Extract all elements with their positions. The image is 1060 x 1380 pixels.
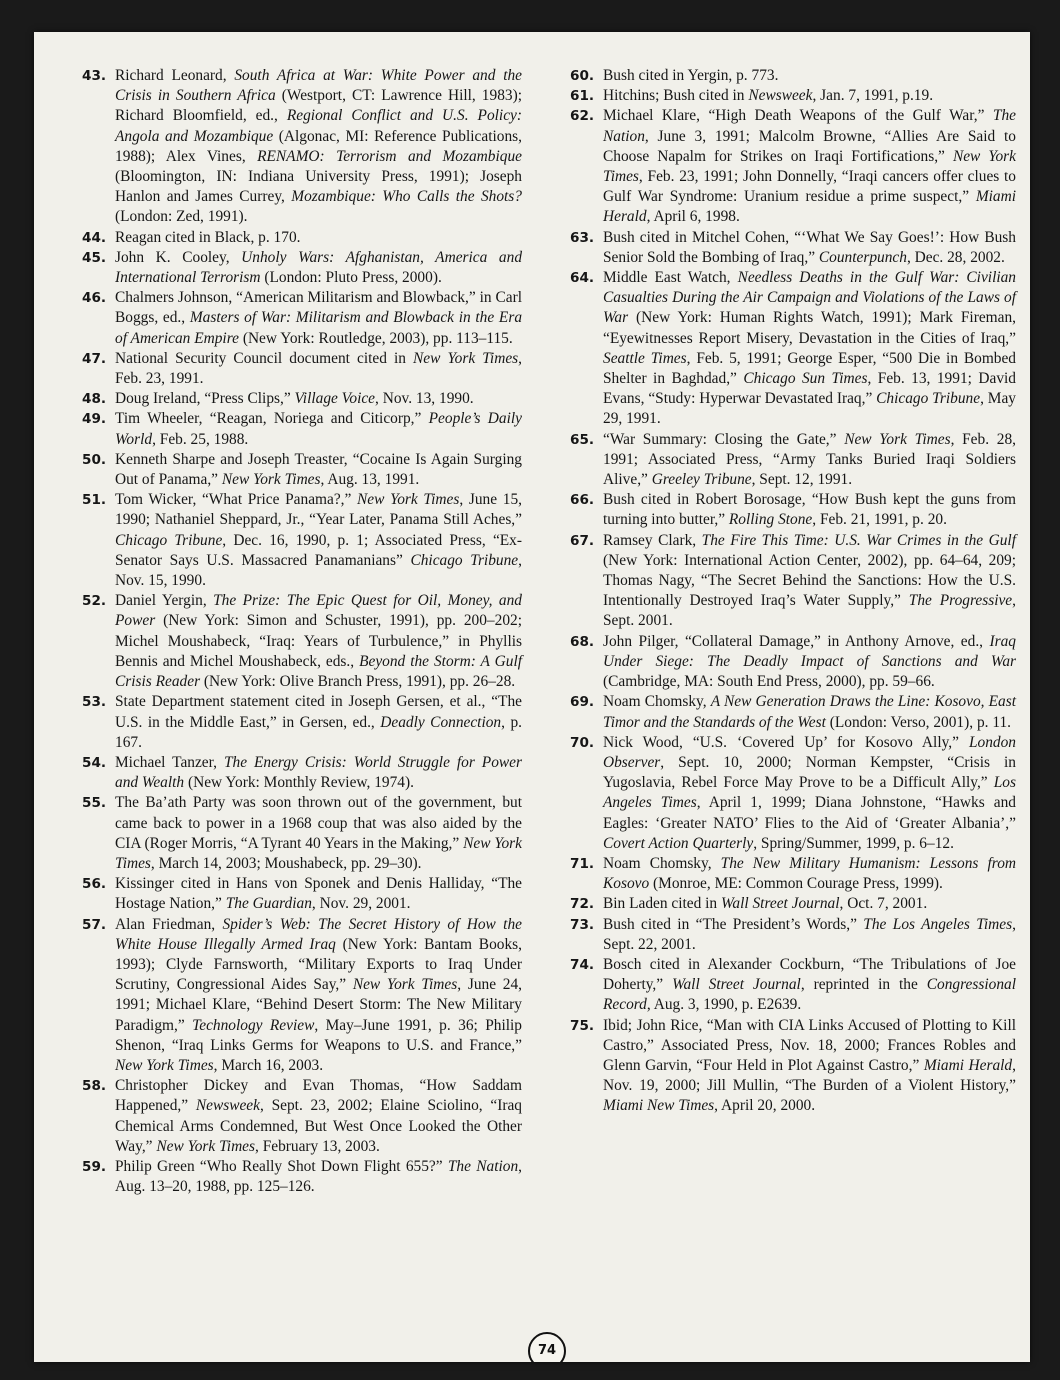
endnote-number: 54. [82,754,107,771]
endnote-number: 66. [570,492,595,509]
endnote-number: 71. [570,855,595,872]
endnote-number: 48. [82,391,107,408]
endnote-text: Middle East Watch, Needless Deaths in the Gulf War: Civilian Casualties During the Air Campaign and Violations of the Laws of War (New York: Human Rights Watch, 1991); Mark Fireman, “Eyewitnesses Report Misery, Devastation in the Cities of Iraq,” Seattle Times, Feb. 5, 1991; George Esper, “500 Die in Bombed Shelter in Baghdad,” Chicago Sun Times, Feb. 13, 1991; David Evans, “Study: Hyperwar Devastated Iraq,” Chicago Tribune, May 29, 1991. [603,269,1017,428]
endnote [82,349,522,389]
endnote-number: 72. [570,896,595,913]
endnote-number: 68. [570,633,595,650]
endnote-text: Bosch cited in Alexander Cockburn, “The Tribulations of Joe Doherty,” Wall Street Journal, reprinted in the Congressional Record, Aug. 3, 1990, p. E2639. [603,955,1016,1014]
endnote [570,430,1016,491]
endnote-number: 47. [82,350,107,367]
endnote-text: Christopher Dickey and Evan Thomas, “How Saddam Happened,” Newsweek, Sept. 23, 2002; Elaine Sciolino, “Iraq Chemical Arms Condemned, But West Once Looked the Other Way,” New York Times, February 13, 2003. [115,1077,522,1155]
endnote-text: Noam Chomsky, A New Generation Draws the Line: Kosovo, East Timor and the Standards of the West (London: Verso, 2001), p. 11. [603,693,1016,731]
endnote [82,66,522,228]
endnote-text: Tim Wheeler, “Reagan, Noriega and Citicorp,” People’s Daily World, Feb. 25, 1988. [115,410,522,448]
endnote-number: 69. [570,694,595,711]
endnote [82,1157,522,1197]
endnote [570,854,1016,894]
endnote [570,66,1016,86]
endnote-text: Tom Wicker, “What Price Panama?,” New York Times, June 15, 1990; Nathaniel Sheppard, Jr., “Year Later, Panama Still Aches,” Chicago Tribune, Dec. 16, 1990, p. 1; Associated Press, “Ex-Senator Says U.S. Massacred Panamanians” Chicago Tribune, Nov. 15, 1990. [115,491,522,590]
endnote-text: John K. Cooley, Unholy Wars: Afghanistan, America and International Terrorism (London: Pluto Press, 2000). [115,248,523,287]
endnote-number: 65. [570,431,595,448]
endnote [570,106,1016,227]
endnote-number: 67. [570,532,595,549]
endnote-number: 70. [570,734,595,751]
endnote [82,490,522,591]
endnote-number: 58. [82,1078,107,1095]
endnote-number: 62. [570,108,595,125]
endnote-number: 50. [82,451,107,468]
endnote [570,1016,1016,1117]
endnote-text: Bin Laden cited in Wall Street Journal, Oct. 7, 2001. [603,895,928,913]
endnote-text: Kenneth Sharpe and Joseph Treaster, “Cocaine Is Again Surging Out of Panama,” New York Times, Aug. 13, 1991. [115,450,522,489]
endnote [570,894,1016,914]
endnote-number: 63. [570,229,595,246]
endnote-number: 46. [82,290,107,307]
left-column [82,66,522,1197]
endnote-text: Nick Wood, “U.S. ‘Covered Up’ for Kosovo Ally,” London Observer, Sept. 10, 2000; Norman Kempster, “Crisis in Yugoslavia, Rebel Force May Prove to be a Difficult Ally,” Los Angeles Times, April 1, 1999; Diana Johnstone, “Hawks and Eagles: ‘Greater NATO’ Flies to the Aid of ‘Greater Albania’,” Covert Action Quarterly, Spring/Summer, 1999, p. 6–12. [603,733,1016,852]
endnote-number: 73. [570,916,595,933]
endnote-text: Ibid; John Rice, “Man with CIA Links Accused of Plotting to Kill Castro,” Associated Press, Nov. 18, 2000; Frances Robles and Glenn Garvin, “Four Held in Plot Against Castro,” Miami Herald, Nov. 19, 2000; Jill Mullin, “The Burden of a Violent History,” Miami New Times, April 20, 2000. [603,1016,1016,1115]
endnote [82,753,522,793]
endnote-text: Bush cited in Mitchel Cohen, “‘What We Say Goes!’: How Bush Senior Sold the Bombing of Iraq,” Counterpunch, Dec. 28, 2002. [603,228,1016,266]
endnote [570,268,1016,430]
endnote-number: 60. [570,68,595,84]
endnote [82,450,522,490]
endnote [82,389,522,409]
endnote [570,86,1016,106]
endnote-text: Doug Ireland, “Press Clips,” Village Voice, Nov. 13, 1990. [115,390,474,408]
endnote-number: 55. [82,795,107,812]
endnote [82,409,522,449]
book-page [34,32,1030,1362]
endnote-number: 53. [82,694,107,711]
endnote-text: Hitchins; Bush cited in Newsweek, Jan. 7, 1991, p.19. [603,87,934,105]
endnote [570,228,1016,268]
endnote-text: Bush cited in Robert Borosage, “How Bush kept the guns from turning into butter,” Rolling Stone, Feb. 21, 1991, p. 20. [603,491,1016,529]
right-column [570,66,1016,1117]
endnote-number: 51. [82,492,107,509]
endnote-text: Kissinger cited in Hans von Sponek and Denis Halliday, “The Hostage Nation,” The Guardian, Nov. 29, 2001. [115,875,522,913]
endnote [570,955,1016,1016]
endnote-text: Richard Leonard, South Africa at War: White Power and the Crisis in Southern Africa (Westport, CT: Lawrence Hill, 1983); Richard Bloomfield, ed., Regional Conflict and U.S. Policy: Angola and Mozambique (Algonac, MI: Reference Publications, 1988); Alex Vines, RENAMO: Terrorism and Mozambique (Bloomington, IN: Indiana University Press, 1991); Joseph Hanlon and James Currey, Mozambique: Who Calls the Shots? (London: Zed, 1991). [115,67,522,226]
endnote [570,915,1016,955]
endnote-number: 59. [82,1158,107,1175]
endnote-text: Michael Klare, “High Death Weapons of the Gulf War,” The Nation, June 3, 1991; Malcolm Browne, “Allies Are Said to Choose Napalm for Strikes on Iraqi Fortifications,” New York Times, Feb. 23, 1991; John Donnelly, “Iraqi cancers offer clues to Gulf War Syndrome: Uranium residue a prime suspect,” Miami Herald, April 6, 1998. [603,107,1017,226]
endnote-number: 57. [82,916,107,933]
endnote-number: 75. [570,1017,595,1034]
endnote-number: 44. [82,229,107,246]
endnote-number: 56. [82,876,107,893]
endnote [570,531,1016,632]
endnote-text: State Department statement cited in Joseph Gersen, et al., “The U.S. in the Middle East,” in Gersen, ed., Deadly Connection, p. 167. [115,693,523,751]
endnote-number: 43. [82,68,107,84]
endnote [82,591,522,692]
endnote [82,288,522,349]
endnote-text: Philip Green “Who Really Shot Down Flight 655?” The Nation, Aug. 13–20, 1988, pp. 125–126. [115,1157,522,1196]
endnote-number: 52. [82,593,107,610]
endnote-text: Bush cited in Yergin, p. 773. [603,67,779,84]
endnote-number: 45. [82,249,107,266]
endnote-text: Reagan cited in Black, p. 170. [115,228,301,246]
endnote [570,692,1016,732]
endnote-text: Daniel Yergin, The Prize: The Epic Quest for Oil, Money, and Power (New York: Simon and Schuster, 1991), pp. 200–202; Michel Moushabeck, “Iraq: Years of Turbulence,” in Phyllis Bennis and Michel Moushabeck, eds., Beyond the Storm: A Gulf Crisis Reader (New York: Olive Branch Press, 1991), pp. 26–28. [115,592,522,691]
endnote-text: Noam Chomsky, The New Military Humanism: Lessons from Kosovo (Monroe, ME: Common Courage Press, 1999). [603,854,1017,893]
endnote-text: The Ba’ath Party was soon thrown out of the government, but came back to power in a 1968 coup that was also aided by the CIA (Roger Morris, “A Tyrant 40 Years in the Making,” New York Times, March 14, 2003; Moushabeck, pp. 29–30). [115,794,522,872]
endnote-text: John Pilger, “Collateral Damage,” in Anthony Arnove, ed., Iraq Under Siege: The Deadly Impact of Sanctions and War (Cambridge, MA: South End Press, 2000), pp. 59–66. [603,632,1016,691]
endnote-number: 61. [570,88,595,105]
endnote [570,490,1016,530]
endnote [82,1076,522,1157]
endnote [82,228,522,248]
endnote-text: Ramsey Clark, The Fire This Time: U.S. War Crimes in the Gulf (New York: International Action Center, 2002), pp. 64–64, 209; Thomas Nagy, “The Secret Behind the Sanctions: How the U.S. Intentionally Destroyed Iraq’s Water Supply,” The Progressive, Sept. 2001. [603,531,1016,630]
endnote [82,692,522,753]
endnote [82,793,522,874]
endnote [82,874,522,914]
page-number: 74 [528,1332,566,1362]
endnote-text: “War Summary: Closing the Gate,” New York Times, Feb. 28, 1991; Associated Press, “Army Tanks Buried Iraqi Soldiers Alive,” Greeley Tribune, Sept. 12, 1991. [603,430,1017,489]
endnote-text: Alan Friedman, Spider’s Web: The Secret History of How the White House Illegally Armed Iraq (New York: Bantam Books, 1993); Clyde Farnsworth, “Military Exports to Iraq Under Scrutiny, Congressional Aides Say,” New York Times, June 24, 1991; Michael Klare, “Behind Desert Storm: The New Military Paradigm,” Technology Review, May–June 1991, p. 36; Philip Shenon, “Iraq Links Germs for Weapons to U.S. and France,” New York Times, March 16, 2003. [115,915,523,1074]
endnote-number: 64. [570,270,595,287]
endnote-text: Bush cited in “The President’s Words,” The Los Angeles Times, Sept. 22, 2001. [603,915,1016,953]
endnote [82,248,522,288]
endnote-text: National Security Council document cited in New York Times, Feb. 23, 1991. [115,349,522,388]
endnote-text: Chalmers Johnson, “American Militarism and Blowback,” in Carl Boggs, ed., Masters of War: Militarism and Blowback in the Era of American Empire (New York: Routledge, 2003), pp. 113–115. [115,289,523,347]
endnote [570,632,1016,693]
endnote-text: Michael Tanzer, The Energy Crisis: World Struggle for Power and Wealth (New York: Monthly Review, 1974). [115,753,522,792]
endnote [570,733,1016,854]
endnote [82,915,522,1077]
endnote-number: 49. [82,411,107,428]
endnote-number: 74. [570,956,595,973]
